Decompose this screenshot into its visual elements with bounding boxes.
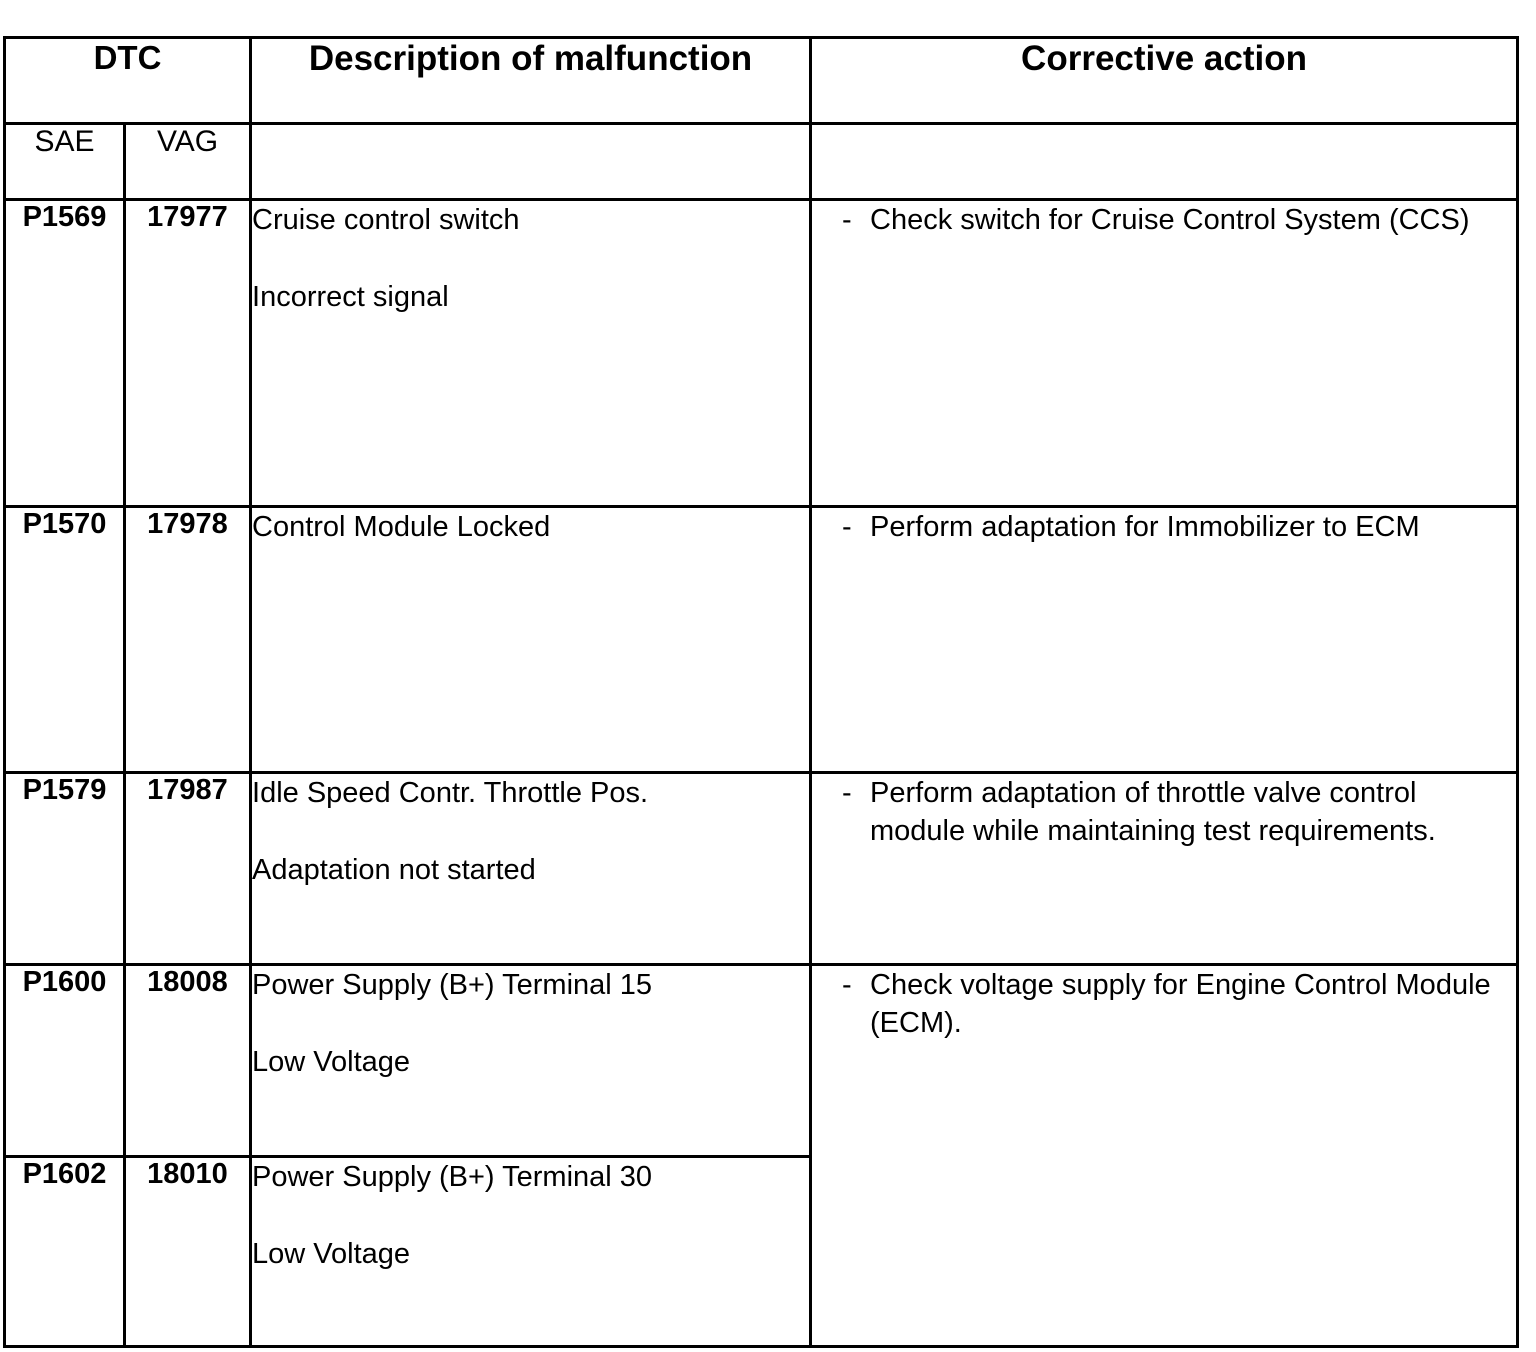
action-item <box>812 508 1516 546</box>
malfunction-description <box>251 965 811 1157</box>
dtc-header: DTC <box>5 38 251 124</box>
sae-subheader: SAE <box>5 124 125 200</box>
vag-code: 17977 <box>125 200 251 507</box>
malfunction-description <box>251 1157 811 1347</box>
action-item <box>812 201 1516 239</box>
corrective-action <box>811 507 1518 773</box>
description-line: Power Supply (B+) Terminal 15 <box>252 969 653 1001</box>
action-text: Perform adaptation for Immobilizer to ECM <box>870 511 1420 543</box>
vag-code: 17978 <box>125 507 251 773</box>
action-text: Check switch for Cruise Control System (CCS) <box>870 204 1470 236</box>
table-row <box>5 965 1518 1157</box>
description-line: Idle Speed Contr. Throttle Pos. <box>252 777 649 809</box>
header-row <box>5 38 1518 124</box>
description-header: Description of malfunction <box>251 38 811 124</box>
description-line: Control Module Locked <box>252 511 551 543</box>
description-line: Cruise control switch <box>252 204 520 236</box>
bullet-dash: - <box>842 777 852 809</box>
table-row <box>5 507 1518 773</box>
vag-subheader: VAG <box>125 124 251 200</box>
bullet-dash: - <box>842 511 852 543</box>
action-text: Perform adaptation of throttle valve control module while maintaining test requirements. <box>870 777 1436 847</box>
corrective-action-header: Corrective action <box>811 38 1518 124</box>
corrective-action <box>811 773 1518 965</box>
action-subheader-empty <box>811 124 1518 200</box>
table-row <box>5 200 1518 507</box>
sae-code: P1600 <box>5 965 125 1157</box>
description-subheader-empty <box>251 124 811 200</box>
sae-code: P1602 <box>5 1157 125 1347</box>
sae-code: P1579 <box>5 773 125 965</box>
bullet-dash: - <box>842 969 852 1001</box>
dtc-table <box>3 36 1519 1348</box>
description-line: Adaptation not started <box>252 854 536 886</box>
description-line: Power Supply (B+) Terminal 30 <box>252 1161 653 1193</box>
sae-code: P1569 <box>5 200 125 507</box>
description-line: Incorrect signal <box>252 281 449 313</box>
malfunction-description <box>251 507 811 773</box>
action-item <box>812 966 1516 1042</box>
malfunction-description <box>251 200 811 507</box>
vag-code: 18008 <box>125 965 251 1157</box>
description-line: Low Voltage <box>252 1046 411 1078</box>
subheader-row <box>5 124 1518 200</box>
bullet-dash: - <box>842 204 852 236</box>
vag-code: 17987 <box>125 773 251 965</box>
description-line: Low Voltage <box>252 1238 411 1270</box>
malfunction-description <box>251 773 811 965</box>
action-item <box>812 774 1516 850</box>
vag-code: 18010 <box>125 1157 251 1347</box>
table-row <box>5 773 1518 965</box>
sae-code: P1570 <box>5 507 125 773</box>
corrective-action <box>811 200 1518 507</box>
action-text: Check voltage supply for Engine Control Module (ECM). <box>870 969 1491 1039</box>
corrective-action <box>811 965 1518 1347</box>
